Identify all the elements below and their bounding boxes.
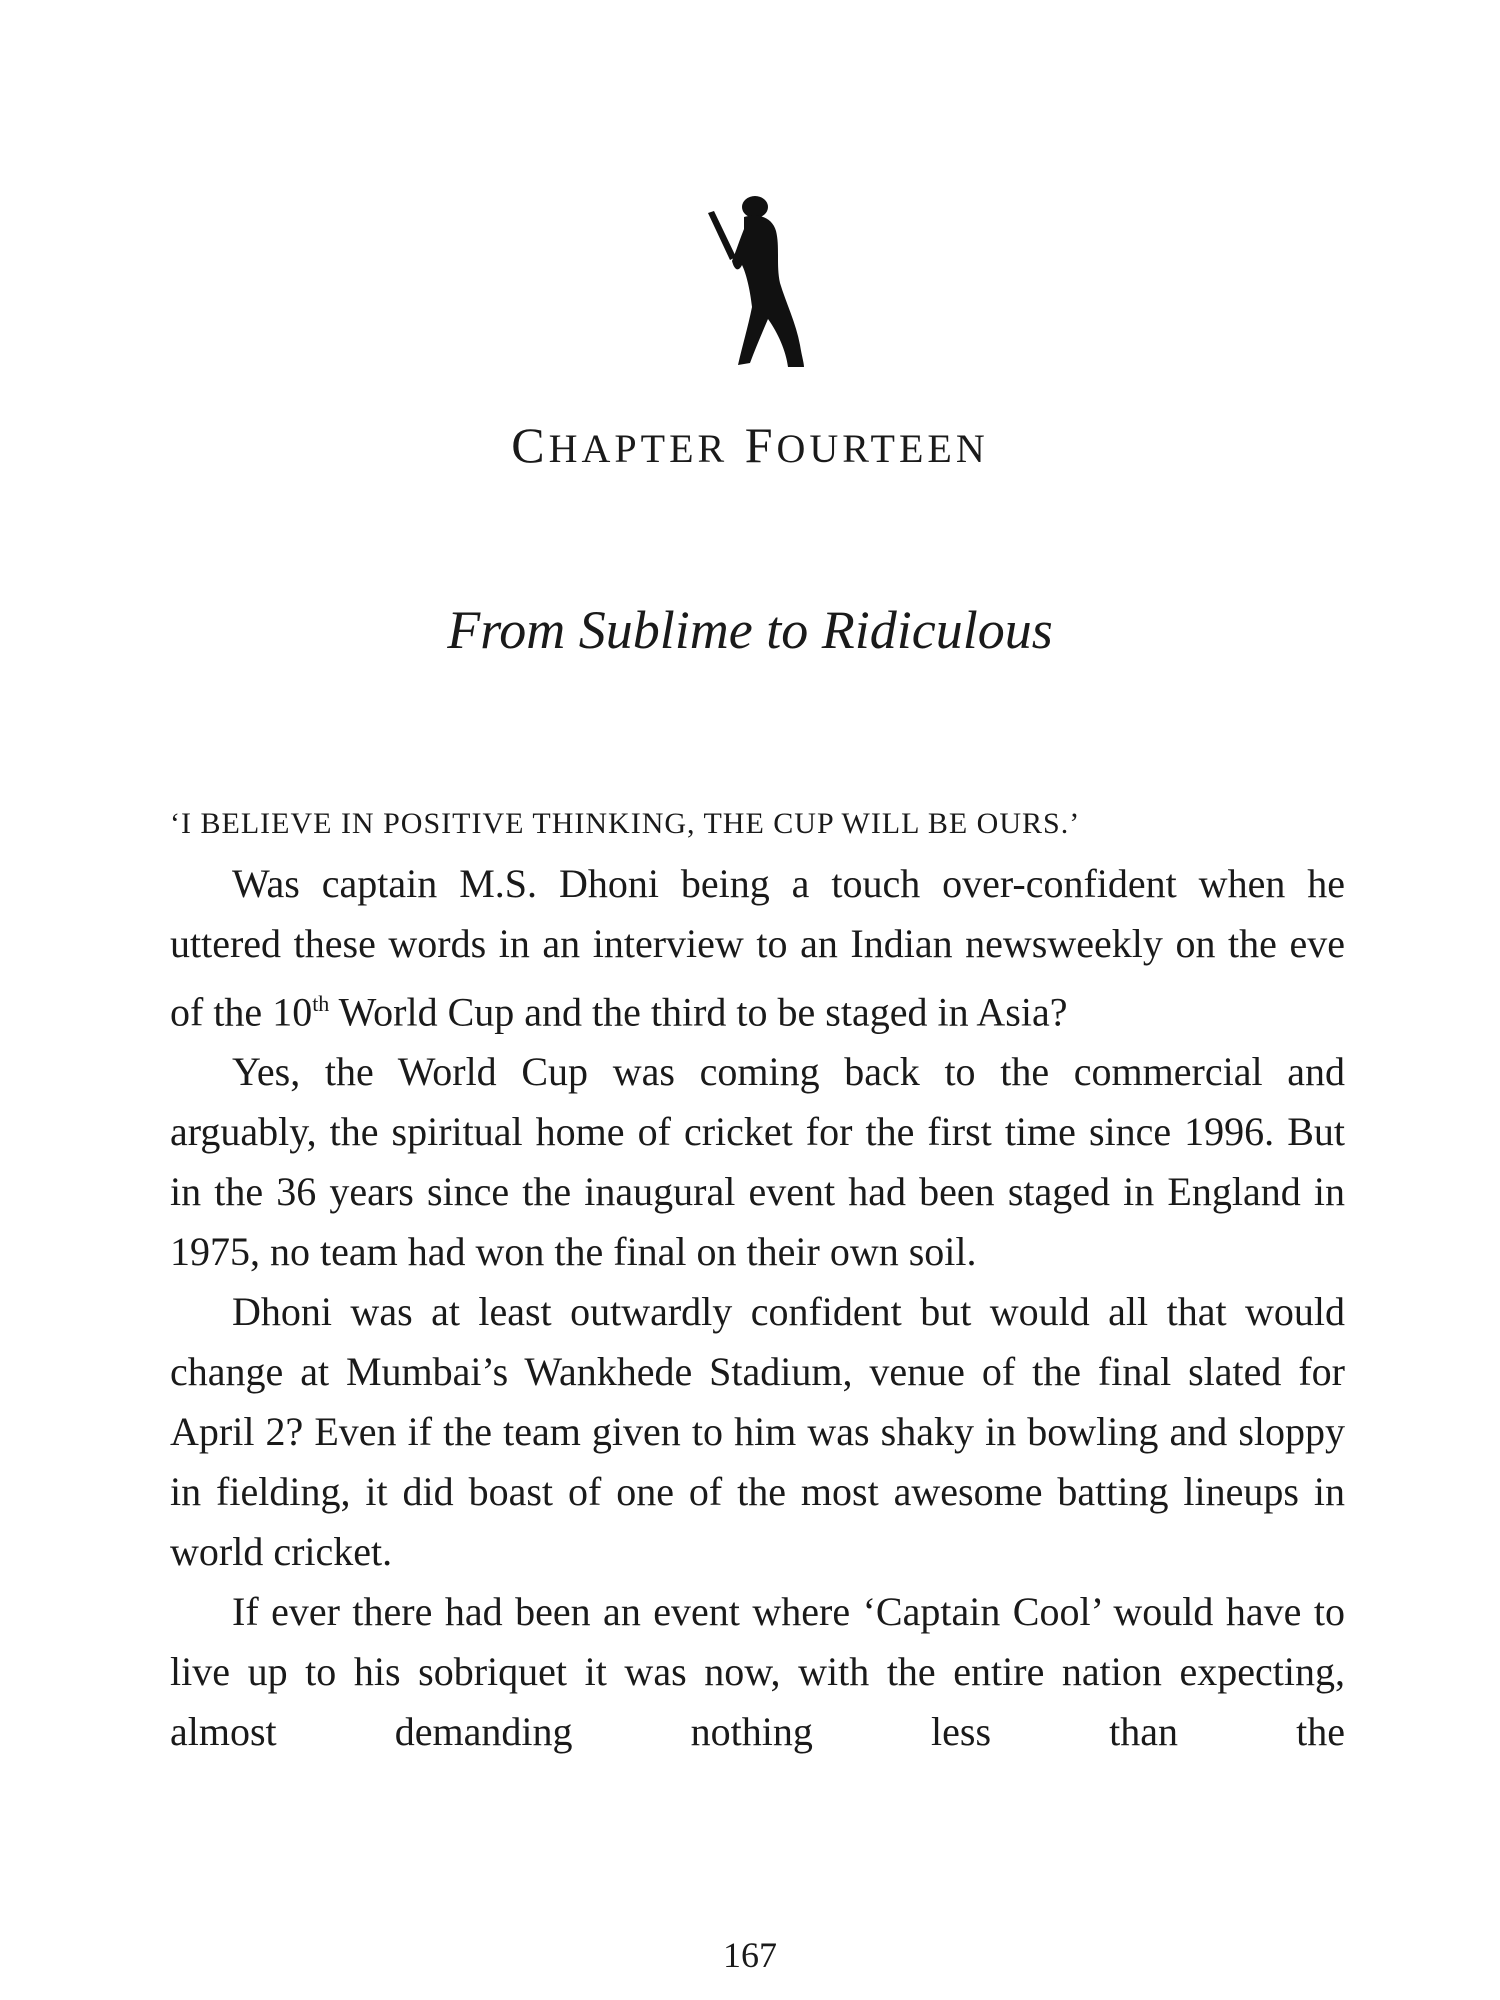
paragraph-text: World Cup and the third to be staged in Asia?	[329, 989, 1068, 1035]
paragraph: If ever there had been an event where ‘Captain Cool’ would have to live up to his sobriquet it was now, with the entire nation expecting, almost demanding nothing less than the	[170, 1589, 1345, 1755]
paragraph: Yes, the World Cup was coming back to the commercial and arguably, the spiritual home of cricket for the first time since 1996. But in the 36 years since the inaugural event had been staged in England in 1975, no team had won the final on their own soil.	[170, 1049, 1345, 1275]
chapter-body	[170, 794, 1345, 1762]
chapter-title: From Sublime to Ridiculous	[447, 600, 1053, 660]
epigraph-quote: ‘I BELIEVE IN POSITIVE THINKING, THE CUP WILL BE OURS.’	[170, 807, 1081, 840]
paragraph-text: Was captain M.S. Dhoni being a touch over-confident when he uttered these words in an interview to an Indian newsweekly on the eve of the 10	[170, 861, 1345, 1035]
cricket-batsman-icon	[700, 195, 810, 370]
paragraph	[170, 854, 1345, 1042]
chapter-label: CHAPTER FOURTEEN	[511, 417, 989, 473]
ordinal-suffix: th	[312, 991, 330, 1016]
page-number: 167	[723, 1935, 777, 1975]
paragraph: Dhoni was at least outwardly confident but would all that would change at Mumbai’s Wankhede Stadium, venue of the final slated for April 2? Even if the team given to him was shaky in bowling and sloppy in fielding, it did boast of one of the most awesome batting lineups in world cricket.	[170, 1289, 1345, 1575]
